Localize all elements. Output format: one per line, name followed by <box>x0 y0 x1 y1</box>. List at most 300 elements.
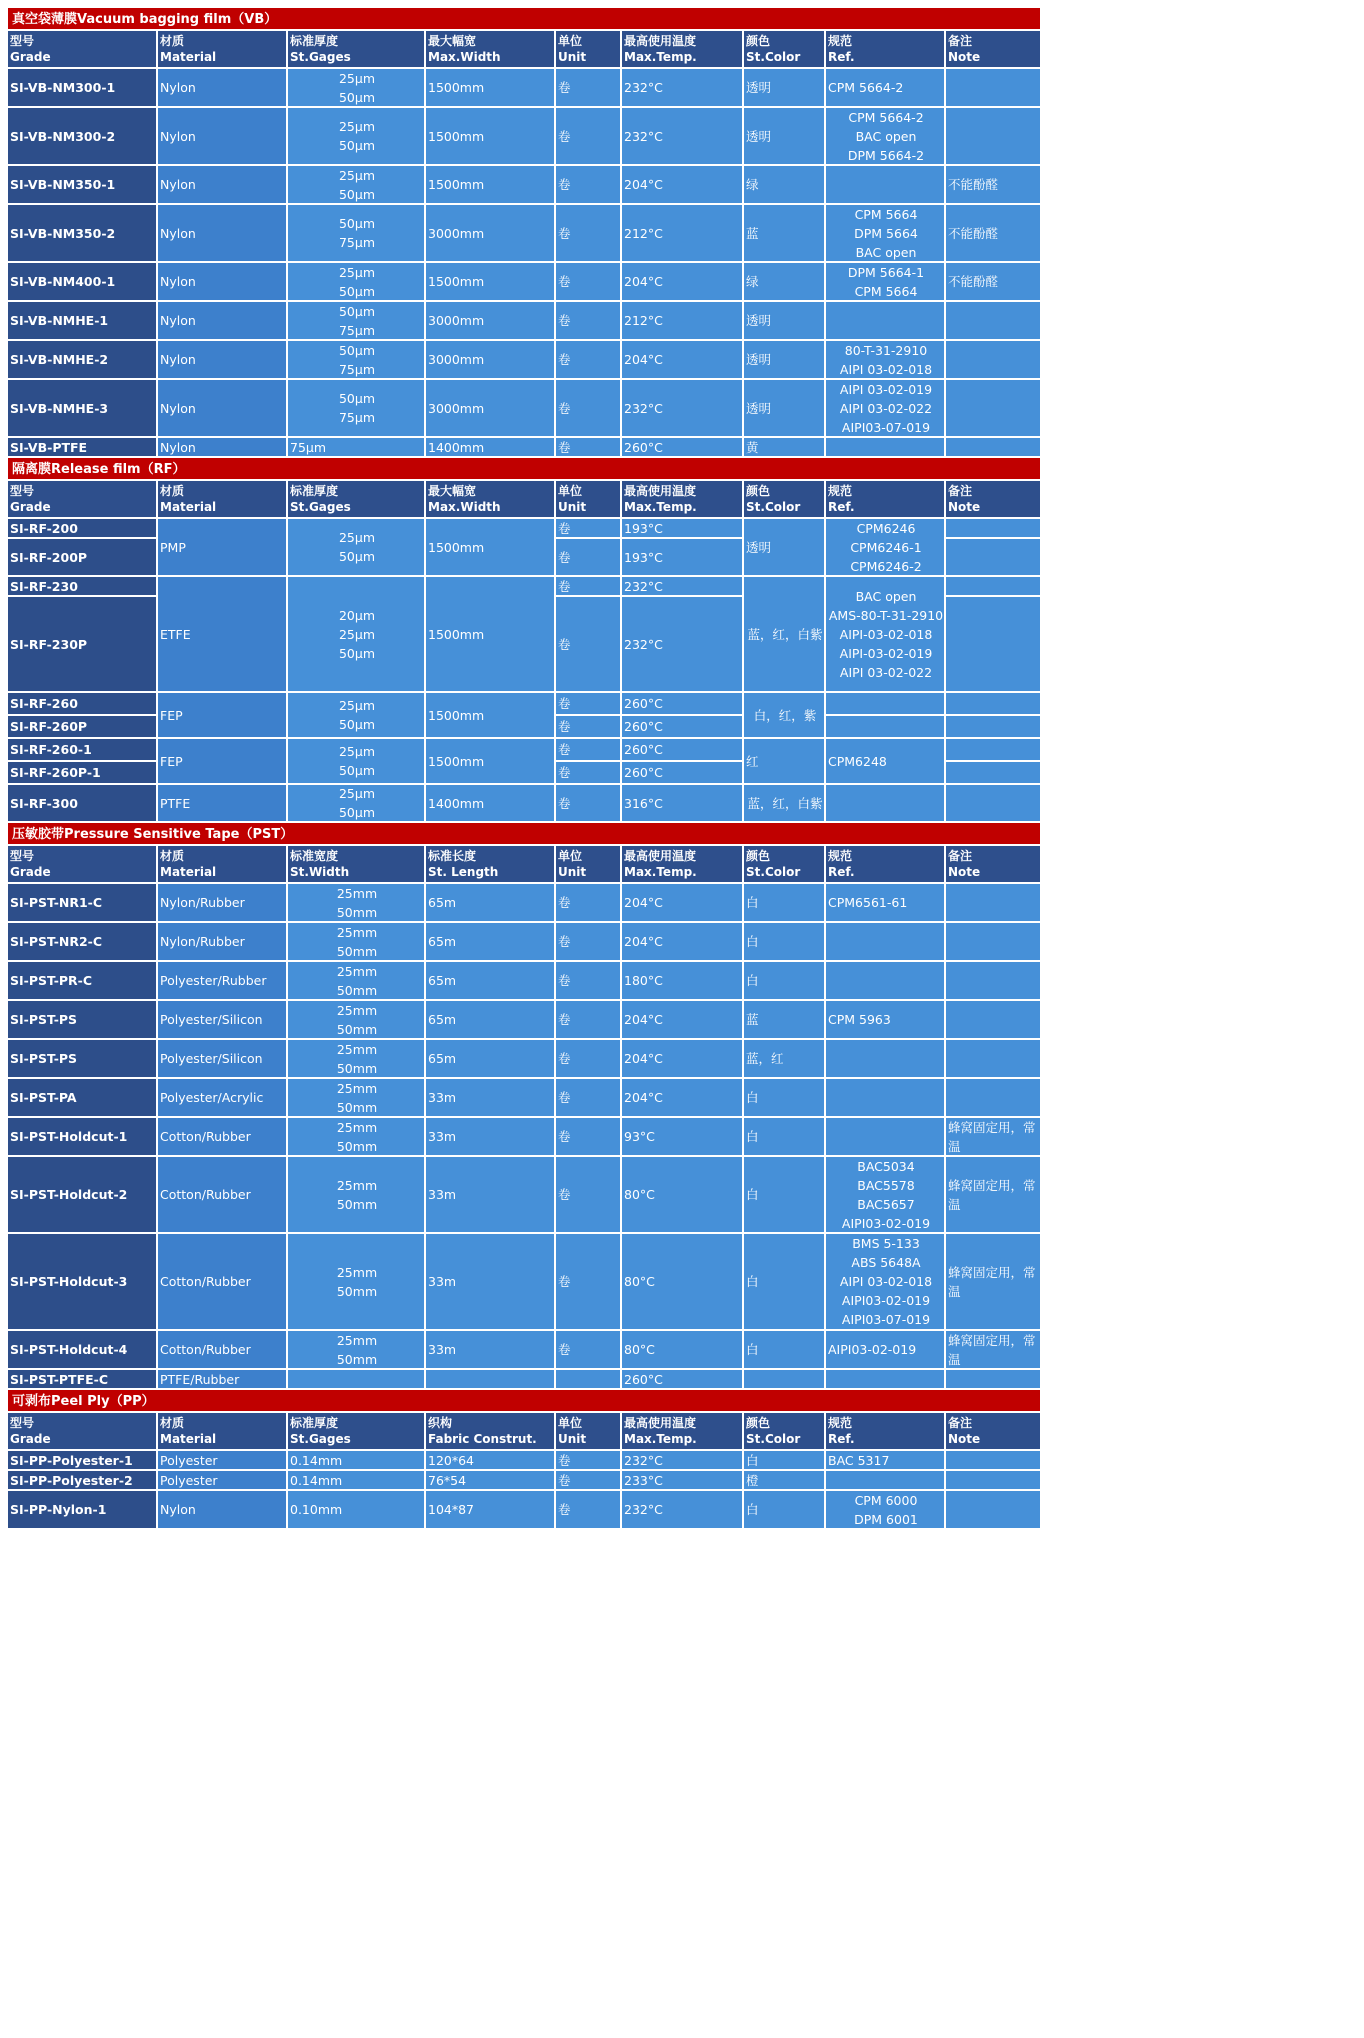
temp-cell: 260°C <box>621 761 743 784</box>
temp-cell: 204°C <box>621 1039 743 1078</box>
gages-cell-line: 50μm <box>338 186 376 202</box>
grade-cell: SI-RF-260P-1 <box>7 761 157 784</box>
pst-section-title: 压敏胶带Pressure Sensitive Tape（PST） <box>7 822 1041 845</box>
length-cell: 33m <box>425 1078 555 1117</box>
header-label-cn: 颜色 <box>746 849 771 863</box>
width-cell-line: 50mm <box>336 1138 378 1154</box>
color-cell: 白 <box>743 1117 825 1156</box>
length-cell: 65m <box>425 961 555 1000</box>
material-cell: Nylon <box>157 262 287 301</box>
header-label-en: Ref. <box>828 50 855 64</box>
material-cell: Nylon <box>157 165 287 204</box>
header-ref <box>825 1412 945 1450</box>
table-row <box>7 379 1041 437</box>
color-cell: 白 <box>743 922 825 961</box>
ref-cell-line: AIPI 03-02-022 <box>839 664 933 680</box>
gages-cell <box>287 107 425 165</box>
header-ref <box>825 845 945 883</box>
color-cell: 透明 <box>743 68 825 107</box>
width-cell-line: 25mm <box>336 885 378 901</box>
note-cell <box>945 922 1041 961</box>
temp-cell: 204°C <box>621 922 743 961</box>
material-cell: Polyester/Acrylic <box>157 1078 287 1117</box>
temp-cell: 232°C <box>621 107 743 165</box>
ref-cell: BAC 5317 <box>825 1450 945 1470</box>
temp-cell: 212°C <box>621 204 743 262</box>
grade-cell: SI-VB-NM300-1 <box>7 68 157 107</box>
material-cell: FEP <box>157 738 287 784</box>
temp-cell: 204°C <box>621 1078 743 1117</box>
material-cell: PTFE/Rubber <box>157 1369 287 1389</box>
header-label-cn: 规范 <box>828 849 853 863</box>
table-row <box>7 1233 1041 1330</box>
header-label-en: St.Gages <box>290 500 351 514</box>
grade-cell: SI-PST-PTFE-C <box>7 1369 157 1389</box>
table-row <box>7 262 1041 301</box>
header-label-en: Max.Temp. <box>624 865 697 879</box>
gages-cell-line: 75μm <box>338 322 376 338</box>
width-cell: 3000mm <box>425 340 555 379</box>
width-cell-line: 50mm <box>336 982 378 998</box>
note-cell <box>945 596 1041 692</box>
header-label-en: Max.Width <box>428 50 501 64</box>
header-material <box>157 1412 287 1450</box>
material-cell: Cotton/Rubber <box>157 1117 287 1156</box>
header-label-cn: 颜色 <box>746 484 771 498</box>
material-cell: Nylon <box>157 204 287 262</box>
note-cell-line: 蜂窝固定用，常温 <box>948 1119 1036 1154</box>
header-label-en: St.Gages <box>290 1432 351 1446</box>
header-label-cn: 材质 <box>160 1416 185 1430</box>
color-cell <box>743 1369 825 1389</box>
gages-cell-line: 25μm <box>338 264 376 280</box>
width-cell-line: 25mm <box>336 1041 378 1057</box>
gages-cell-line: 50μm <box>338 138 376 153</box>
temp-cell: 80°C <box>621 1233 743 1330</box>
color-cell-line: 白，红，紫 <box>753 707 817 723</box>
ref-cell <box>825 692 945 715</box>
header-unit <box>555 30 621 68</box>
ref-cell <box>825 1470 945 1490</box>
table-row <box>7 1039 1041 1078</box>
ref-cell-line: AIPI-03-02-018 <box>839 626 933 642</box>
color-cell: 白 <box>743 1156 825 1233</box>
unit-cell: 卷 <box>555 596 621 692</box>
ref-cell <box>825 1233 945 1330</box>
header-label-cn: 织构 <box>428 1416 453 1430</box>
unit-cell: 卷 <box>555 761 621 784</box>
grade-cell: SI-VB-NM350-1 <box>7 165 157 204</box>
table-row <box>7 68 1041 107</box>
ref-cell <box>825 1039 945 1078</box>
gages-cell-line: 50μm <box>338 717 376 732</box>
unit-cell: 卷 <box>555 961 621 1000</box>
width-cell-line: 25mm <box>336 1002 378 1018</box>
note-cell <box>945 1490 1041 1529</box>
length-cell: 33m <box>425 1117 555 1156</box>
temp-cell: 260°C <box>621 715 743 738</box>
material-cell: FEP <box>157 692 287 738</box>
color-cell: 橙 <box>743 1470 825 1490</box>
ref-cell-line: CPM 5664 <box>854 206 918 222</box>
width-cell <box>287 1330 425 1369</box>
grade-cell: SI-VB-NMHE-1 <box>7 301 157 340</box>
unit-cell: 卷 <box>555 576 621 596</box>
unit-cell: 卷 <box>555 715 621 738</box>
unit-cell: 卷 <box>555 1233 621 1330</box>
unit-cell: 卷 <box>555 379 621 437</box>
color-cell: 透明 <box>743 107 825 165</box>
header-label-cn: 标准厚度 <box>290 1416 339 1430</box>
ref-cell-line: BAC open <box>855 244 917 260</box>
gages-cell-line: 50μm <box>338 342 376 358</box>
table-row <box>7 204 1041 262</box>
grade-cell: SI-PST-PS <box>7 1000 157 1039</box>
ref-cell: AIPI03-02-019 <box>825 1330 945 1369</box>
gages-cell-line: 25μm <box>338 698 376 713</box>
header-unit <box>555 1412 621 1450</box>
note-cell <box>945 1369 1041 1389</box>
temp-cell: 193°C <box>621 518 743 538</box>
gages-cell <box>287 576 425 692</box>
grade-cell: SI-VB-NM400-1 <box>7 262 157 301</box>
ref-cell <box>825 340 945 379</box>
material-cell: Cotton/Rubber <box>157 1330 287 1369</box>
gages-cell-line: 75μm <box>338 361 376 377</box>
header-label-cn: 标准宽度 <box>290 849 339 863</box>
gages-cell-line: 50μm <box>338 303 376 319</box>
header-label-cn: 颜色 <box>746 1416 771 1430</box>
material-spec-sheet <box>7 7 1041 1529</box>
ref-cell-line: DPM 5664-1 <box>847 264 925 280</box>
ref-cell-line: ABS 5648A <box>851 1255 921 1270</box>
unit-cell: 卷 <box>555 1156 621 1233</box>
unit-cell: 卷 <box>555 107 621 165</box>
material-cell: Nylon <box>157 107 287 165</box>
color-cell: 绿 <box>743 262 825 301</box>
color-cell: 白 <box>743 961 825 1000</box>
ref-cell-line: CPM6246-1 <box>850 539 922 555</box>
header-gages <box>287 30 425 68</box>
header-label-cn: 型号 <box>10 1416 35 1430</box>
note-cell <box>945 1470 1041 1490</box>
gages-cell-line: 25μm <box>338 119 376 134</box>
color-cell: 蓝 <box>743 1000 825 1039</box>
gages-cell-line: 50μm <box>338 391 376 406</box>
ref-cell-line: DPM 5664-2 <box>847 147 925 163</box>
temp-cell: 232°C <box>621 596 743 692</box>
grade-cell: SI-VB-NMHE-2 <box>7 340 157 379</box>
header-note <box>945 480 1041 518</box>
color-cell: 透明 <box>743 379 825 437</box>
fabric-cell: 120*64 <box>425 1450 555 1470</box>
table-row <box>7 165 1041 204</box>
header-label-en: Grade <box>10 865 51 879</box>
color-cell <box>743 692 825 738</box>
header-label-cn: 标准长度 <box>428 849 477 863</box>
gages-cell-line: 25μm <box>338 786 376 801</box>
material-cell: Polyester/Rubber <box>157 961 287 1000</box>
note-cell-line: 蜂窝固定用，常温 <box>948 1332 1036 1367</box>
header-label-cn: 备注 <box>948 484 973 498</box>
note-cell <box>945 518 1041 538</box>
header-label-cn: 最高使用温度 <box>624 849 697 863</box>
color-cell: 蓝，红 <box>743 1039 825 1078</box>
table-row <box>7 1330 1041 1369</box>
ref-cell <box>825 437 945 457</box>
ref-cell <box>825 1490 945 1529</box>
temp-cell: 233°C <box>621 1470 743 1490</box>
material-cell: PMP <box>157 518 287 576</box>
note-cell <box>945 301 1041 340</box>
ref-cell <box>825 576 945 692</box>
fabric-cell: 104*87 <box>425 1490 555 1529</box>
material-cell: Nylon <box>157 340 287 379</box>
header-material <box>157 480 287 518</box>
note-cell <box>945 107 1041 165</box>
grade-cell: SI-PST-Holdcut-3 <box>7 1233 157 1330</box>
header-label-en: Max.Temp. <box>624 50 697 64</box>
gages-cell: 0.10mm <box>287 1490 425 1529</box>
table-row <box>7 961 1041 1000</box>
table-row-group <box>7 738 1041 784</box>
unit-cell: 卷 <box>555 1039 621 1078</box>
unit-cell: 卷 <box>555 518 621 538</box>
grade-cell: SI-RF-300 <box>7 784 157 822</box>
note-cell-line: 蜂窝固定用，常温 <box>948 1177 1036 1212</box>
width-cell <box>287 1039 425 1078</box>
unit-cell: 卷 <box>555 340 621 379</box>
gages-cell <box>287 262 425 301</box>
header-label-cn: 型号 <box>10 849 35 863</box>
table-row-group <box>7 518 1041 576</box>
header-label-en: St. Length <box>428 865 499 879</box>
note-cell <box>945 715 1041 738</box>
width-cell-line: 50mm <box>336 904 378 920</box>
note-cell <box>945 1000 1041 1039</box>
header-label-cn: 材质 <box>160 484 185 498</box>
header-label-en: Ref. <box>828 865 855 879</box>
grade-cell: SI-VB-PTFE <box>7 437 157 457</box>
header-label-en: Fabric Construt. <box>428 1432 537 1446</box>
ref-cell <box>825 518 945 576</box>
gages-cell <box>287 68 425 107</box>
unit-cell: 卷 <box>555 1000 621 1039</box>
width-cell <box>287 1156 425 1233</box>
gages-cell <box>287 165 425 204</box>
unit-cell: 卷 <box>555 262 621 301</box>
unit-cell: 卷 <box>555 1330 621 1369</box>
table-row-group <box>7 784 1041 822</box>
ref-cell-line: AIPI 03-02-019 <box>839 381 933 397</box>
grade-cell: SI-RF-200 <box>7 518 157 538</box>
width-cell <box>287 883 425 922</box>
header-label-cn: 规范 <box>828 34 853 48</box>
color-cell: 白 <box>743 1450 825 1470</box>
ref-cell-line: CPM 6000 <box>854 1492 918 1508</box>
note-cell <box>945 692 1041 715</box>
pp-section-title: 可剥布Peel Ply（PP） <box>7 1389 1041 1412</box>
header-grade <box>7 30 157 68</box>
gages-cell-line: 50μm <box>338 763 376 778</box>
grade-cell: SI-PST-PA <box>7 1078 157 1117</box>
gages-cell <box>287 301 425 340</box>
width-cell: 1500mm <box>425 518 555 576</box>
header-label-cn: 备注 <box>948 849 973 863</box>
unit-cell: 卷 <box>555 68 621 107</box>
material-cell: Polyester <box>157 1450 287 1470</box>
table-row <box>7 1000 1041 1039</box>
width-cell-line: 50mm <box>336 1351 378 1367</box>
material-cell: Nylon <box>157 68 287 107</box>
temp-cell: 260°C <box>621 1369 743 1389</box>
width-cell-line: 25mm <box>336 924 378 940</box>
header-label-cn: 型号 <box>10 484 35 498</box>
header-gages <box>287 845 425 883</box>
grade-cell: SI-RF-260P <box>7 715 157 738</box>
header-label-cn: 标准厚度 <box>290 484 339 498</box>
table-row-group <box>7 576 1041 692</box>
ref-cell-line: AIPI03-02-019 <box>841 1293 931 1308</box>
header-grade <box>7 480 157 518</box>
grade-cell: SI-VB-NMHE-3 <box>7 379 157 437</box>
width-cell <box>287 961 425 1000</box>
unit-cell: 卷 <box>555 1490 621 1529</box>
grade-cell: SI-PP-Nylon-1 <box>7 1490 157 1529</box>
color-cell: 黄 <box>743 437 825 457</box>
material-cell: Nylon <box>157 301 287 340</box>
header-grade <box>7 845 157 883</box>
header-gages <box>287 1412 425 1450</box>
gages-cell <box>287 379 425 437</box>
vb-section-title: 真空袋薄膜Vacuum bagging film（VB） <box>7 7 1041 30</box>
header-label-cn: 最大幅宽 <box>428 484 477 498</box>
fabric-cell: 76*54 <box>425 1470 555 1490</box>
color-cell: 白 <box>743 883 825 922</box>
header-label-en: Max.Temp. <box>624 500 697 514</box>
temp-cell: 193°C <box>621 538 743 576</box>
width-cell: 1500mm <box>425 262 555 301</box>
header-temp <box>621 480 743 518</box>
gages-cell-line: 50μm <box>338 89 376 105</box>
header-label-cn: 规范 <box>828 484 853 498</box>
temp-cell: 204°C <box>621 340 743 379</box>
color-cell: 红 <box>743 738 825 784</box>
grade-cell: SI-PST-NR1-C <box>7 883 157 922</box>
material-cell: Nylon <box>157 1490 287 1529</box>
temp-cell: 204°C <box>621 1000 743 1039</box>
gages-cell: 75μm <box>287 437 425 457</box>
length-cell: 33m <box>425 1156 555 1233</box>
width-cell-line: 50mm <box>336 1060 378 1076</box>
note-cell <box>945 1450 1041 1470</box>
width-cell: 1500mm <box>425 68 555 107</box>
note-cell <box>945 1330 1041 1369</box>
material-cell: Cotton/Rubber <box>157 1156 287 1233</box>
table-row-group <box>7 692 1041 738</box>
note-cell <box>945 738 1041 761</box>
header-label-en: Note <box>948 50 981 64</box>
note-cell <box>945 883 1041 922</box>
color-cell: 透明 <box>743 301 825 340</box>
header-label-en: St.Color <box>746 1432 801 1446</box>
note-cell <box>945 784 1041 822</box>
gages-cell <box>287 692 425 738</box>
note-cell <box>945 961 1041 1000</box>
width-cell-line: 50mm <box>336 1283 378 1299</box>
table-row <box>7 1369 1041 1389</box>
header-label-en: St.Width <box>290 865 350 879</box>
color-cell-line: 蓝，红，白紫 <box>747 626 823 642</box>
header-label-en: Max.Temp. <box>624 1432 697 1446</box>
unit-cell: 卷 <box>555 301 621 340</box>
material-cell: Polyester/Silicon <box>157 1000 287 1039</box>
gages-cell-line: 75μm <box>338 410 376 425</box>
header-label-en: Grade <box>10 1432 51 1446</box>
width-cell <box>287 1078 425 1117</box>
table-row <box>7 1490 1041 1529</box>
width-cell <box>287 1000 425 1039</box>
width-cell <box>287 1369 425 1389</box>
ref-cell <box>825 107 945 165</box>
temp-cell: 180°C <box>621 961 743 1000</box>
header-color <box>743 480 825 518</box>
gages-cell-line: 50μm <box>338 805 376 820</box>
ref-cell <box>825 961 945 1000</box>
unit-cell: 卷 <box>555 437 621 457</box>
color-cell: 蓝 <box>743 204 825 262</box>
ref-cell <box>825 301 945 340</box>
gages-cell-line: 50μm <box>338 645 376 661</box>
header-note <box>945 845 1041 883</box>
header-color <box>743 1412 825 1450</box>
color-cell: 透明 <box>743 340 825 379</box>
ref-cell-line: BAC open <box>855 588 917 604</box>
table-row <box>7 437 1041 457</box>
header-label-cn: 型号 <box>10 34 35 48</box>
header-width <box>425 30 555 68</box>
gages-cell <box>287 204 425 262</box>
ref-cell-line: CPM6246 <box>856 520 916 536</box>
note-cell <box>945 761 1041 784</box>
material-cell: Nylon <box>157 379 287 437</box>
gages-cell: 0.14mm <box>287 1470 425 1490</box>
header-label-en: Unit <box>558 500 587 514</box>
header-label-en: Note <box>948 1432 981 1446</box>
grade-cell: SI-PST-Holdcut-4 <box>7 1330 157 1369</box>
grade-cell: SI-VB-NM350-2 <box>7 204 157 262</box>
header-label-cn: 最大幅宽 <box>428 34 477 48</box>
width-cell-line: 50mm <box>336 1196 378 1212</box>
header-label-cn: 单位 <box>558 484 583 498</box>
header-ref <box>825 480 945 518</box>
temp-cell: 204°C <box>621 262 743 301</box>
header-label-cn: 单位 <box>558 34 583 48</box>
temp-cell: 260°C <box>621 437 743 457</box>
table-row <box>7 1470 1041 1490</box>
gages-cell-line: 25μm <box>338 744 376 759</box>
note-cell: 不能酚醛 <box>945 262 1041 301</box>
header-label-en: Unit <box>558 1432 587 1446</box>
gages-cell: 0.14mm <box>287 1450 425 1470</box>
temp-cell: 204°C <box>621 165 743 204</box>
gages-cell <box>287 518 425 576</box>
width-cell-line: 50mm <box>336 1021 378 1037</box>
material-cell: PTFE <box>157 784 287 822</box>
ref-cell <box>825 262 945 301</box>
temp-cell: 232°C <box>621 1490 743 1529</box>
gages-cell-line: 20μm <box>338 607 376 623</box>
